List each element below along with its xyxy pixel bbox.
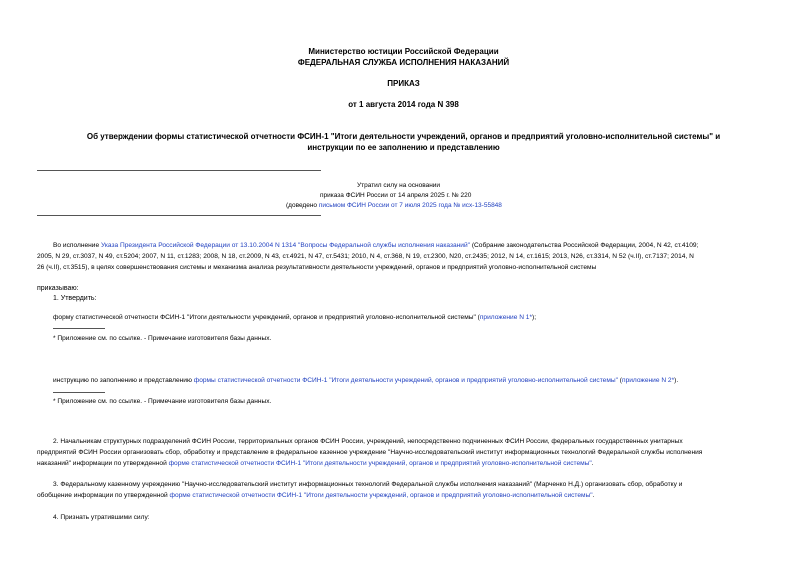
footnote-2: * Приложение см. по ссылке. - Примечание изготовителя базы данных. — [53, 398, 272, 405]
appendix-2-link[interactable]: приложение N 2* — [622, 377, 675, 384]
doc-title-line-2: инструкции по ее заполнению и представлению — [307, 143, 500, 152]
item-2-form-link[interactable]: форме статистической отчетности ФСИН-1 "Итоги деятельности учреждений, органов и предприятий уголовно-исполнительной системы" — [168, 460, 592, 467]
status-line-2: приказа ФСИН России от 14 апреля 2025 г. № 220 — [320, 192, 472, 199]
status-top-rule — [37, 170, 321, 171]
item-3-line-2-suffix: . — [592, 492, 595, 499]
intro-prefix: Во исполнение — [53, 242, 101, 249]
instruction-prefix: инструкцию по заполнению и представлению — [53, 377, 194, 384]
footnote-1-rule — [53, 328, 105, 329]
intro-line-3: 26 (ч.II), ст.3515), в целях совершенствования системы и механизма анализа результативности деятельности учреждений, органов и предприятий уголовно-исполнительной системы — [37, 264, 597, 271]
service-name: ФЕДЕРАЛЬНАЯ СЛУЖБА ИСПОЛНЕНИЯ НАКАЗАНИЙ — [297, 58, 510, 67]
item-4: 4. Признать утратившими силу: — [53, 514, 150, 521]
item-2-line-1: 2. Начальникам структурных подразделений ФСИН России, территориальных органов ФСИН России, учреждений, непосредственно подчиненных ФСИН России, федеральных государственных унитарных — [53, 438, 683, 445]
item-2-line-2: предприятий ФСИН России организовать сбор, обработку и представление в федеральное казенное учреждение "Научно-исследовательский институт информационных технологий Федеральной службы исполнения — [37, 449, 703, 456]
status-letter-link[interactable]: письмом ФСИН России от 7 июля 2025 года № исх-13-55848 — [318, 202, 502, 209]
doc-title-line-1: Об утверждении формы статистической отчетности ФСИН-1 "Итоги деятельности учреждений, органов и предприятий уголовно-исполнительной системы" и — [86, 132, 721, 141]
item-3-form-link[interactable]: форме статистической отчетности ФСИН-1 "Итоги деятельности учреждений, органов и предприятий уголовно-исполнительной системы" — [169, 492, 593, 499]
intro-line-2: 2005, N 29, ст.3037, N 49, ст.5204; 2007, N 11, ст.1283; 2008, N 18, ст.2009, N 43, ст.4921, N 47, ст.5431; 2010, N 4, ст.368, N 19, ст.2300, N20, ст.2435; 2012, N 14, ст.1615; 2013, N26, ст.3314, N 52 (ч.II), ст.7137; 2014, N — [37, 253, 694, 260]
status-line-3 — [286, 201, 502, 211]
intro-line-1 — [53, 241, 793, 251]
form-line-prefix: форму статистической отчетности ФСИН-1 "Итоги деятельности учреждений, органов и предприятий уголовно-исполнительной системы" ( — [53, 314, 480, 321]
item-3-line-2 — [37, 491, 595, 501]
form-line-suffix: ); — [532, 314, 537, 321]
item-2-line-3-suffix: . — [591, 460, 594, 467]
form-fsin-1-link[interactable]: формы статистической отчетности ФСИН-1 "Итоги деятельности учреждений, органов и предприятий уголовно-исполнительной системы" — [193, 377, 618, 384]
ministry-name: Министерство юстиции Российской Федерации — [308, 47, 499, 56]
intro-line-1-rest: (Собрание законодательства Российской Федерации, 2004, N 42, ст.4109; — [470, 242, 699, 249]
appendix-1-link[interactable]: приложение N 1* — [479, 314, 533, 321]
status-line-1: Утратил силу на основании — [357, 182, 441, 189]
doc-date-number: от 1 августа 2014 года N 398 — [348, 100, 459, 109]
item-3-line-2-prefix: обобщение информации по утвержденной — [37, 492, 170, 499]
item-2-line-3-prefix: наказаний" информации по утвержденной — [37, 460, 169, 467]
decree-link[interactable]: Указа Президента Российской Федерации от 13.10.2004 N 1314 "Вопросы Федеральной службы исполнения наказаний" — [100, 242, 471, 249]
order-word: приказываю: — [37, 285, 79, 292]
doc-type: ПРИКАЗ — [387, 79, 420, 88]
instruction-suffix: ). — [674, 377, 679, 384]
status-line-3-prefix: (доведено — [286, 202, 319, 209]
form-line — [53, 313, 536, 323]
footnote-2-rule — [53, 392, 105, 393]
item-1: 1. Утвердить: — [53, 295, 97, 302]
item-3-line-1: 3. Федеральному казенному учреждению "Научно-исследовательский институт информационных технологий Федеральной службы исполнения наказаний" (Марченко Н.Д.) организовать сбор, обработку и — [53, 481, 683, 488]
footnote-1: * Приложение см. по ссылке. - Примечание изготовителя базы данных. — [53, 335, 272, 342]
instruction-middle: ( — [617, 377, 622, 384]
status-bottom-rule — [37, 215, 321, 216]
instruction-line — [53, 376, 678, 386]
item-2-line-3 — [37, 459, 594, 469]
